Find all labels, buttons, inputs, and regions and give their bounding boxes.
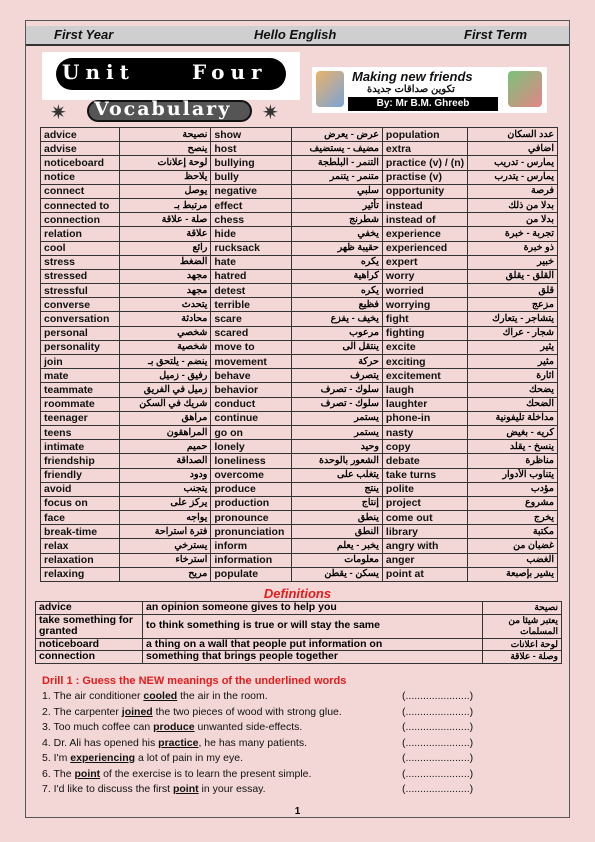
table-row — [36, 602, 562, 615]
vocab-word: worry — [382, 269, 467, 283]
vocab-word: behavior — [211, 383, 291, 397]
vocab-meaning: كراهية — [291, 269, 382, 283]
vocab-meaning: مكتبة — [468, 525, 558, 539]
vocab-word: movement — [211, 355, 291, 369]
vocab-meaning: سلوك - تصرف — [291, 397, 382, 411]
drill-sentence-end: , he has many patients. — [198, 736, 308, 749]
vocab-meaning: المراهقون — [120, 425, 211, 439]
vocab-word: laugh — [382, 383, 467, 397]
vocab-meaning: الضغط — [120, 255, 211, 269]
vocab-meaning: يوصل — [120, 184, 211, 198]
vocab-word: practise (v) — [382, 170, 467, 184]
vocab-word: focus on — [41, 496, 120, 510]
table-row — [41, 454, 558, 468]
vocab-word: intimate — [41, 440, 120, 454]
vocab-meaning: الصداقة — [120, 454, 211, 468]
vocab-meaning: ذو خبرة — [468, 241, 558, 255]
table-row — [41, 142, 558, 156]
vocab-word: instead of — [382, 213, 467, 227]
vocab-word: inform — [211, 539, 291, 553]
vocab-word: lonely — [211, 440, 291, 454]
answer-blank[interactable]: (......................) — [402, 705, 474, 718]
table-row — [41, 468, 558, 482]
vocab-meaning: مؤدب — [468, 482, 558, 496]
vocab-meaning: يكره — [291, 284, 382, 298]
vocab-meaning: متنمر - يتنمر — [291, 170, 382, 184]
vocab-word: scared — [211, 326, 291, 340]
vocab-meaning: يخرج — [468, 511, 558, 525]
vocab-meaning: شجار - عراك — [468, 326, 558, 340]
definition-word: connection — [36, 651, 143, 664]
definition-word: noticeboard — [36, 638, 143, 651]
vocab-meaning: مراهق — [120, 411, 211, 425]
vocab-word: worried — [382, 284, 467, 298]
header-book: Hello English — [254, 27, 337, 42]
table-row — [41, 284, 558, 298]
vocab-meaning: اثارة — [468, 369, 558, 383]
vocab-meaning: مثير — [468, 355, 558, 369]
vocab-word: nasty — [382, 425, 467, 439]
vocab-word: excitement — [382, 369, 467, 383]
vocab-word: pronounce — [211, 511, 291, 525]
table-row — [41, 411, 558, 425]
vocab-meaning: يتصرف — [291, 369, 382, 383]
vocab-word: experienced — [382, 241, 467, 255]
vocab-word: behave — [211, 369, 291, 383]
header-term: First Term — [464, 27, 528, 42]
vocab-word: relaxing — [41, 567, 120, 581]
vocab-word: expert — [382, 255, 467, 269]
vocab-meaning: الغضب — [468, 553, 558, 567]
vocab-meaning: عدد السكان — [468, 128, 558, 142]
definition-word: advice — [36, 602, 143, 615]
vocab-word: connection — [41, 213, 120, 227]
vocab-meaning: مرعوب — [291, 326, 382, 340]
vocab-word: conversation — [41, 312, 120, 326]
vocab-meaning: وحيد — [291, 440, 382, 454]
vocab-word: teammate — [41, 383, 120, 397]
drill-sentence-end: the two pieces of wood with strong glue. — [152, 705, 342, 718]
vocab-word: move to — [211, 340, 291, 354]
drill-section — [42, 675, 552, 799]
definition-meaning: something that brings people together — [143, 651, 483, 664]
table-row — [41, 567, 558, 581]
vocab-word: terrible — [211, 298, 291, 312]
drill-sentence-start: 4. Dr. Ali has opened his — [42, 736, 159, 749]
vocab-word: cool — [41, 241, 120, 255]
definition-meaning: a thing on a wall that people put information on — [143, 638, 483, 651]
vocab-meaning: معلومات — [291, 553, 382, 567]
decoration-icon — [316, 71, 344, 107]
drill-sentence-end: unwanted side-effects. — [194, 721, 303, 733]
definition-arabic: نصيحة — [483, 602, 562, 615]
vocab-word: information — [211, 553, 291, 567]
vocab-meaning: عرض - يعرض — [291, 128, 382, 142]
table-row — [41, 440, 558, 454]
vocab-word: advice — [41, 128, 120, 142]
vocab-word: scare — [211, 312, 291, 326]
vocab-word: polite — [382, 482, 467, 496]
vocab-word: instead — [382, 198, 467, 212]
definitions-title: Definitions — [263, 586, 332, 601]
vocab-meaning: شخصية — [120, 340, 211, 354]
table-row — [41, 525, 558, 539]
drill-sentence-end: a lot of pain in my eye. — [135, 752, 244, 764]
vocab-word: angry with — [382, 539, 467, 553]
underlined-word: cooled — [143, 690, 178, 702]
vocab-word: advise — [41, 142, 120, 156]
table-row — [41, 511, 558, 525]
drill-sentence-start: 2. The carpenter — [42, 705, 122, 718]
table-row — [41, 326, 558, 340]
vocab-meaning: يمارس - يتدرب — [468, 170, 558, 184]
vocab-meaning: لوحة إعلانات — [120, 156, 211, 170]
vocab-meaning: يلاحظ — [120, 170, 211, 184]
vocab-meaning: يتغلب على — [291, 468, 382, 482]
definition-word: take something for granted — [36, 614, 143, 638]
definition-meaning: an opinion someone gives to help you — [143, 602, 483, 615]
vocab-meaning: يتناوب الأدوار — [468, 468, 558, 482]
vocab-word: overcome — [211, 468, 291, 482]
vocab-word: practice (v) / (n) — [382, 156, 467, 170]
vocab-meaning: مضيف - يستضيف — [291, 142, 382, 156]
vocab-word: stressed — [41, 269, 120, 283]
author-label: By: Mr B.M. Ghreeb — [348, 97, 498, 111]
vocab-meaning: غضبان من — [468, 539, 558, 553]
list-item — [42, 721, 552, 737]
vocab-meaning: ودود — [120, 468, 211, 482]
section-title: Vocabulary — [94, 98, 232, 120]
vocab-meaning: شخصي — [120, 326, 211, 340]
vocab-word: experience — [382, 227, 467, 241]
vocab-word: face — [41, 511, 120, 525]
list-item — [42, 752, 552, 768]
page-number: 1 — [294, 806, 301, 817]
vocab-word: worrying — [382, 298, 467, 312]
table-row — [41, 241, 558, 255]
vocab-word: host — [211, 142, 291, 156]
vocab-meaning: يكره — [291, 255, 382, 269]
vocab-word: produce — [211, 482, 291, 496]
table-row — [41, 539, 558, 553]
table-row — [41, 298, 558, 312]
vocab-word: show — [211, 128, 291, 142]
vocab-meaning: ينتج — [291, 482, 382, 496]
underlined-word: point — [172, 783, 199, 795]
answer-blank[interactable]: (......................) — [402, 721, 474, 733]
vocab-meaning: مريح — [120, 567, 211, 581]
vocab-word: project — [382, 496, 467, 510]
answer-blank[interactable]: (......................) — [402, 752, 474, 764]
definitions-table — [35, 601, 562, 664]
vocab-word: connected to — [41, 198, 120, 212]
vocab-meaning: رائع — [120, 241, 211, 255]
drill-sentence-start: 6. The — [42, 767, 75, 780]
table-row — [41, 397, 558, 411]
vocab-meaning: مشروع — [468, 496, 558, 510]
vocab-meaning: خبير — [468, 255, 558, 269]
table-row — [41, 355, 558, 369]
vocab-meaning: يثير — [468, 340, 558, 354]
vocab-word: laughter — [382, 397, 467, 411]
star-icon: ✷ — [262, 102, 279, 124]
vocab-word: teens — [41, 425, 120, 439]
table-row — [41, 170, 558, 184]
vocab-meaning: محادثة — [120, 312, 211, 326]
vocab-word: continue — [211, 411, 291, 425]
underlined-word: produce — [153, 721, 195, 733]
vocabulary-banner — [42, 98, 292, 124]
vocab-word: break-time — [41, 525, 120, 539]
vocabulary-table — [40, 127, 558, 582]
vocab-meaning: التنمر - البلطجة — [291, 156, 382, 170]
vocab-word: noticeboard — [41, 156, 120, 170]
answer-blank[interactable]: (......................) — [402, 690, 474, 702]
vocab-meaning: شطرنج — [291, 213, 382, 227]
vocab-meaning: الضحك — [468, 397, 558, 411]
vocab-word: roommate — [41, 397, 120, 411]
drill-sentence-end: in your essay. — [198, 783, 266, 795]
table-row — [41, 553, 558, 567]
vocab-meaning: علاقة — [120, 227, 211, 241]
vocab-word: excite — [382, 340, 467, 354]
vocab-word: chess — [211, 213, 291, 227]
vocab-word: bullying — [211, 156, 291, 170]
vocab-meaning: يخفي — [291, 227, 382, 241]
definition-arabic: لوحة اعلانات — [483, 638, 562, 651]
vocab-meaning: سلبي — [291, 184, 382, 198]
vocab-meaning: استرخاء — [120, 553, 211, 567]
vocab-word: relation — [41, 227, 120, 241]
vocab-word: rucksack — [211, 241, 291, 255]
vocab-meaning: فترة استراحة — [120, 525, 211, 539]
vocab-meaning: بدلا من — [468, 213, 558, 227]
vocab-word: come out — [382, 511, 467, 525]
vocab-word: opportunity — [382, 184, 467, 198]
vocab-word: hate — [211, 255, 291, 269]
vocab-word: exciting — [382, 355, 467, 369]
vocab-meaning: يستمر — [291, 411, 382, 425]
vocab-word: population — [382, 128, 467, 142]
vocab-word: take turns — [382, 468, 467, 482]
vocab-word: converse — [41, 298, 120, 312]
vocab-meaning: يخيف - يفزع — [291, 312, 382, 326]
table-row — [41, 184, 558, 198]
list-item — [42, 783, 552, 799]
vocab-meaning: نصيحة — [120, 128, 211, 142]
drill-sentence-start: 7. I'd like to discuss the first — [42, 783, 173, 795]
vocab-meaning: فظيع — [291, 298, 382, 312]
vocab-word: mate — [41, 369, 120, 383]
drill-title: Drill 1 : Guess the NEW meanings of the underlined words — [42, 675, 347, 687]
vocab-word: notice — [41, 170, 120, 184]
vocab-word: fighting — [382, 326, 467, 340]
vocab-word: avoid — [41, 482, 120, 496]
table-row — [41, 496, 558, 510]
vocab-word: extra — [382, 142, 467, 156]
topic-title-arabic: تكوين صداقات جديدة — [367, 84, 455, 95]
vocab-meaning: اضافي — [468, 142, 558, 156]
vocab-meaning: مداخلة تليفونية — [468, 411, 558, 425]
table-row — [41, 198, 558, 212]
drill-sentence-start: 3. Too much coffee can — [42, 721, 154, 733]
vocab-meaning: يواجه — [120, 511, 211, 525]
topic-banner — [312, 67, 547, 113]
drill-sentence-start: 1. The air conditioner — [42, 690, 144, 702]
vocab-word: library — [382, 525, 467, 539]
vocab-word: friendly — [41, 468, 120, 482]
table-row — [41, 227, 558, 241]
vocab-meaning: تأثير — [291, 198, 382, 212]
vocab-meaning: يخبر - يعلم — [291, 539, 382, 553]
vocab-word: friendship — [41, 454, 120, 468]
vocab-meaning: يستمر — [291, 425, 382, 439]
underlined-word: joined — [121, 705, 153, 718]
vocab-word: relaxation — [41, 553, 120, 567]
vocab-word: connect — [41, 184, 120, 198]
vocab-meaning: مجهد — [120, 269, 211, 283]
vocab-meaning: يمارس - تدريب — [468, 156, 558, 170]
vocab-word: pronunciation — [211, 525, 291, 539]
vocab-meaning: زميل في الفريق — [120, 383, 211, 397]
vocab-meaning: تجربة - خبرة — [468, 227, 558, 241]
page-header — [26, 26, 569, 46]
vocab-meaning: يتشاجر - يتعارك — [468, 312, 558, 326]
vocab-word: populate — [211, 567, 291, 581]
vocab-meaning: مناظرة — [468, 454, 558, 468]
vocab-meaning: ينسخ - يقلد — [468, 440, 558, 454]
vocab-meaning: كريه - بغيض — [468, 425, 558, 439]
table-row — [41, 269, 558, 283]
underlined-word: practice — [158, 736, 199, 749]
star-icon: ✷ — [50, 102, 67, 124]
drill-sentence-end: the air in the room. — [177, 690, 268, 702]
vocab-word: loneliness — [211, 454, 291, 468]
topic-title: Making new friends — [352, 69, 473, 84]
vocab-meaning: حميم — [120, 440, 211, 454]
list-item — [42, 737, 552, 753]
vocab-word: stress — [41, 255, 120, 269]
vocab-meaning: شريك في السكن — [120, 397, 211, 411]
vocab-meaning: مزعج — [468, 298, 558, 312]
table-row — [41, 312, 558, 326]
drill-sentence-end: of the exercise is to learn the present simple. — [100, 767, 312, 780]
vocab-word: negative — [211, 184, 291, 198]
table-row — [36, 614, 562, 638]
definition-arabic: وصلة - علاقة — [483, 651, 562, 664]
vocab-word: point at — [382, 567, 467, 581]
vocab-meaning: فرصة — [468, 184, 558, 198]
vocab-meaning: يتجنب — [120, 482, 211, 496]
unit-banner — [42, 52, 300, 100]
vocab-meaning: يسترخي — [120, 539, 211, 553]
table-row — [41, 383, 558, 397]
header-year: First Year — [54, 27, 114, 42]
vocab-word: hatred — [211, 269, 291, 283]
answer-blank[interactable]: (......................) — [402, 736, 474, 749]
vocab-meaning: الشعور بالوحدة — [291, 454, 382, 468]
table-row — [41, 482, 558, 496]
vocab-meaning: صلة - علاقة — [120, 213, 211, 227]
vocab-meaning: يسكن - يقطن — [291, 567, 382, 581]
vocab-word: hide — [211, 227, 291, 241]
vocab-meaning: إنتاج — [291, 496, 382, 510]
vocab-word: stressful — [41, 284, 120, 298]
vocab-word: conduct — [211, 397, 291, 411]
vocab-meaning: ينصح — [120, 142, 211, 156]
list-item — [42, 706, 552, 722]
vocab-word: bully — [211, 170, 291, 184]
vocab-word: detest — [211, 284, 291, 298]
decoration-icon — [508, 71, 542, 107]
vocab-word: personal — [41, 326, 120, 340]
vocab-word: copy — [382, 440, 467, 454]
vocab-meaning: مجهد — [120, 284, 211, 298]
table-row — [41, 213, 558, 227]
table-row — [41, 255, 558, 269]
vocab-meaning: ينتقل الى — [291, 340, 382, 354]
vocab-word: effect — [211, 198, 291, 212]
underlined-word: experiencing — [70, 752, 136, 764]
vocab-meaning: يركز على — [120, 496, 211, 510]
vocab-meaning: بدلا من ذلك — [468, 198, 558, 212]
vocab-word: anger — [382, 553, 467, 567]
table-row — [41, 369, 558, 383]
vocab-meaning: سلوك - تصرف — [291, 383, 382, 397]
vocab-meaning: ينضم - يلتحق بـ — [120, 355, 211, 369]
definition-arabic: يعتبر شيئا من المسلمات — [483, 614, 562, 638]
vocab-word: production — [211, 496, 291, 510]
vocab-meaning: مرتبط بـ — [120, 198, 211, 212]
drill-sentence-start: 5. I'm — [42, 752, 71, 764]
table-row — [41, 340, 558, 354]
table-row — [41, 425, 558, 439]
vocab-word: phone-in — [382, 411, 467, 425]
vocab-word: teenager — [41, 411, 120, 425]
unit-number: Four — [192, 60, 268, 84]
vocab-meaning: قلق — [468, 284, 558, 298]
vocab-word: personality — [41, 340, 120, 354]
vocab-meaning: يشير بإصبعة — [468, 567, 558, 581]
vocab-meaning: رفيق - زميل — [120, 369, 211, 383]
underlined-word: point — [74, 767, 101, 780]
vocab-word: join — [41, 355, 120, 369]
vocab-word: go on — [211, 425, 291, 439]
vocab-meaning: النطق — [291, 525, 382, 539]
list-item — [42, 690, 552, 706]
vocab-meaning: القلق - يقلق — [468, 269, 558, 283]
table-row — [36, 651, 562, 664]
vocab-word: fight — [382, 312, 467, 326]
definition-meaning: to think something is true or will stay the same — [143, 614, 483, 638]
vocab-word: debate — [382, 454, 467, 468]
table-row — [36, 638, 562, 651]
vocab-meaning: يتحدث — [120, 298, 211, 312]
answer-blank[interactable]: (......................) — [402, 783, 474, 795]
table-row — [41, 156, 558, 170]
table-row — [41, 128, 558, 142]
list-item — [42, 768, 552, 784]
vocab-meaning: حقيبة ظهر — [291, 241, 382, 255]
answer-blank[interactable]: (......................) — [402, 767, 474, 780]
unit-word: Unit — [62, 60, 135, 84]
vocab-meaning: يضحك — [468, 383, 558, 397]
vocab-meaning: حركة — [291, 355, 382, 369]
vocab-word: relax — [41, 539, 120, 553]
vocab-meaning: ينطق — [291, 511, 382, 525]
